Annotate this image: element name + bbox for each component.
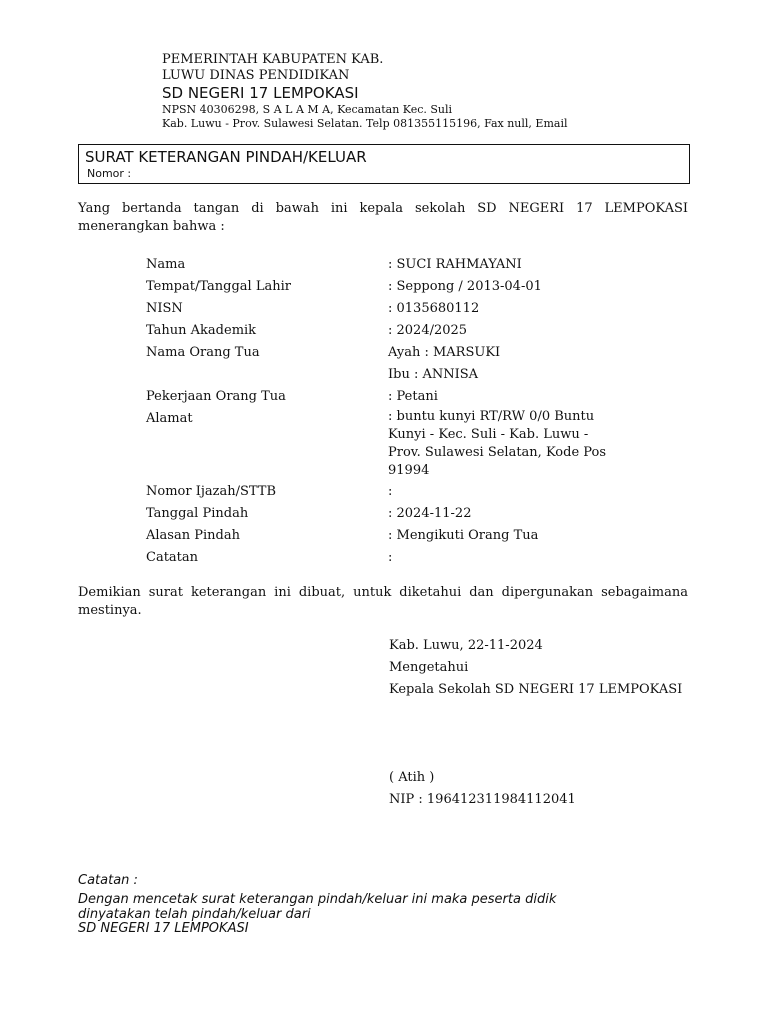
header-address: Kab. Luwu - Prov. Sulawesi Selatan. Telp 081355115196, Fax null, Email: [162, 117, 568, 130]
header-npsn: NPSN 40306298, S A L A M A, Kecamatan Kec. Suli: [162, 103, 453, 116]
field-value-ibu: Ibu : ANNISA: [388, 367, 479, 382]
field-value-tahun: : 2024/2025: [388, 323, 468, 338]
field-label-nama: Nama: [146, 257, 186, 272]
signature-position: Kepala Sekolah SD NEGERI 17 LEMPOKASI: [389, 682, 683, 697]
field-value-ayah: Ayah : MARSUKI: [388, 345, 501, 360]
title-box: [78, 144, 690, 184]
field-label-ijazah: Nomor Ijazah/STTB: [146, 484, 277, 499]
field-value-nisn: : 0135680112: [388, 301, 480, 316]
field-value-catatan: :: [388, 550, 393, 565]
field-label-ttl: Tempat/Tanggal Lahir: [146, 279, 291, 294]
signature-name: ( Atih ): [389, 770, 435, 785]
field-value-pekerjaan: : Petani: [388, 389, 438, 404]
signature-mengetahui: Mengetahui: [389, 660, 469, 675]
note-heading: Catatan :: [78, 873, 138, 888]
field-value-alasan: : Mengikuti Orang Tua: [388, 528, 539, 543]
intro-paragraph: Yang bertanda tangan di bawah ini kepala sekolah SD NEGERI 17 LEMPOKASI menerangkan bahwa :: [78, 201, 688, 234]
field-label-pekerjaan: Pekerjaan Orang Tua: [146, 389, 286, 404]
field-label-tanggal: Tanggal Pindah: [146, 506, 249, 521]
field-value-ttl: : Seppong / 2013-04-01: [388, 279, 542, 294]
document-title: SURAT KETERANGAN PINDAH/KELUAR: [85, 148, 367, 166]
field-label-catatan: Catatan: [146, 550, 199, 565]
field-label-nisn: NISN: [146, 301, 183, 316]
field-label-alamat: Alamat: [146, 411, 193, 426]
note-line: Dengan mencetak surat keterangan pindah/keluar ini maka peserta didik: [78, 892, 557, 907]
signature-place-date: Kab. Luwu, 22-11-2024: [389, 638, 543, 653]
field-value-nama: : SUCI RAHMAYANI: [388, 257, 522, 272]
alamat-line: Prov. Sulawesi Selatan, Kode Pos: [388, 445, 606, 460]
field-label-tahun: Tahun Akademik: [146, 323, 257, 338]
field-value-alamat: [388, 408, 606, 480]
field-label-alasan: Alasan Pindah: [146, 528, 240, 543]
alamat-line: Kunyi - Kec. Suli - Kab. Luwu -: [388, 427, 589, 442]
closing-paragraph: Demikian surat keterangan ini dibuat, untuk diketahui dan dipergunakan sebagaimana mestinya.: [78, 585, 688, 618]
alamat-line: : buntu kunyi RT/RW 0/0 Buntu: [388, 409, 595, 424]
field-label-ortu: Nama Orang Tua: [146, 345, 260, 360]
alamat-line: 91994: [388, 463, 430, 478]
header-school-name: SD NEGERI 17 LEMPOKASI: [162, 84, 359, 102]
header-government: PEMERINTAH KABUPATEN KAB.: [162, 52, 384, 67]
note-school: SD NEGERI 17 LEMPOKASI: [78, 921, 249, 936]
field-value-ijazah: :: [388, 484, 393, 499]
signature-nip: NIP : 196412311984112041: [389, 792, 576, 807]
note-line: dinyatakan telah pindah/keluar dari: [78, 907, 311, 922]
field-value-tanggal: : 2024-11-22: [388, 506, 472, 521]
header-department: LUWU DINAS PENDIDIKAN: [162, 68, 350, 83]
document-number: Nomor :: [87, 167, 132, 180]
